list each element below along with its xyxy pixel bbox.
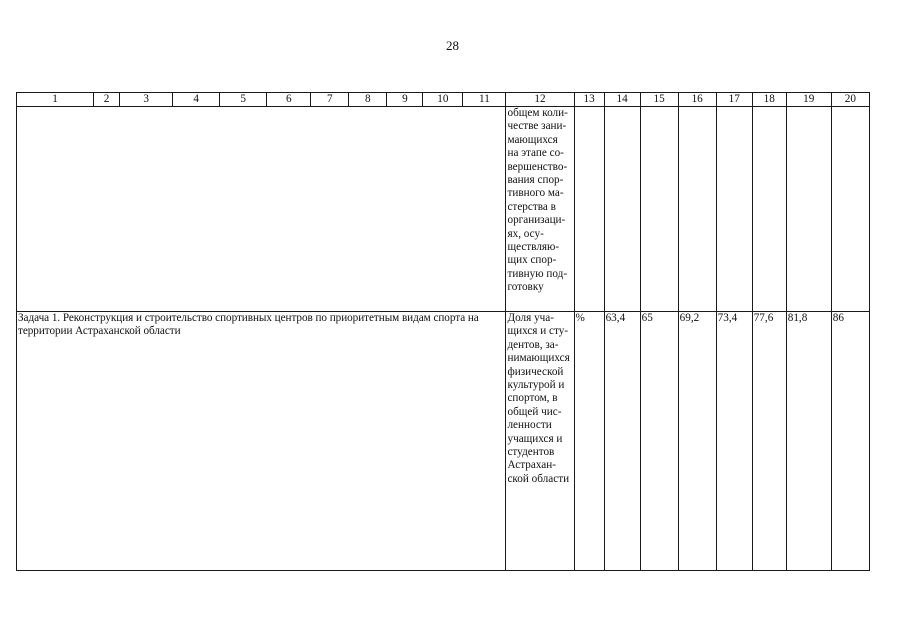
value-cell: 86	[831, 312, 869, 571]
col-header: 19	[786, 93, 831, 107]
empty-cell	[574, 107, 604, 312]
table-row-continued	[17, 107, 870, 312]
empty-cell	[17, 107, 506, 312]
col-header: 14	[604, 93, 640, 107]
col-header: 20	[831, 93, 869, 107]
indicator-description: Доля уча- щихся и сту- дентов, за- нимающихся физической культурой и спортом, в общей чис- ленности учащихся и студентов Астрахан- ской области	[506, 312, 574, 571]
value-cell: 63,4	[604, 312, 640, 571]
col-header: 2	[94, 93, 120, 107]
value-cell: 81,8	[786, 312, 831, 571]
col-header: 1	[17, 93, 94, 107]
col-header: 16	[678, 93, 716, 107]
col-header: 13	[574, 93, 604, 107]
indicators-table	[16, 92, 870, 571]
col-header: 18	[752, 93, 786, 107]
col-header: 5	[220, 93, 267, 107]
column-numbers-row	[17, 93, 870, 107]
col-header: 17	[716, 93, 752, 107]
table-row-task	[17, 312, 870, 571]
col-header: 8	[349, 93, 387, 107]
col-header: 6	[267, 93, 311, 107]
col-header: 12	[506, 93, 574, 107]
empty-cell	[752, 107, 786, 312]
col-header: 9	[387, 93, 423, 107]
empty-cell	[786, 107, 831, 312]
task-description: Задача 1. Реконструкция и строительство спортивных центров по приоритетным видам спорта на территории Астраханской области	[17, 312, 506, 571]
page-number: 28	[446, 38, 459, 53]
unit-cell: %	[574, 312, 604, 571]
col-header: 15	[640, 93, 678, 107]
empty-cell	[716, 107, 752, 312]
empty-cell	[604, 107, 640, 312]
empty-cell	[831, 107, 869, 312]
col-header: 7	[311, 93, 349, 107]
value-cell: 73,4	[716, 312, 752, 571]
empty-cell	[678, 107, 716, 312]
col-header: 10	[423, 93, 463, 107]
value-cell: 69,2	[678, 312, 716, 571]
col-header: 11	[463, 93, 506, 107]
col-header: 4	[173, 93, 220, 107]
value-cell: 65	[640, 312, 678, 571]
col-header: 3	[120, 93, 173, 107]
empty-cell	[640, 107, 678, 312]
value-cell: 77,6	[752, 312, 786, 571]
indicator-description: общем коли- честве зани- мающихся на этапе со- вершенство- вания спор- тивного ма- стерства в организаци- ях, осу- ществляю- щих спор- тивную под- готовку	[506, 107, 574, 312]
